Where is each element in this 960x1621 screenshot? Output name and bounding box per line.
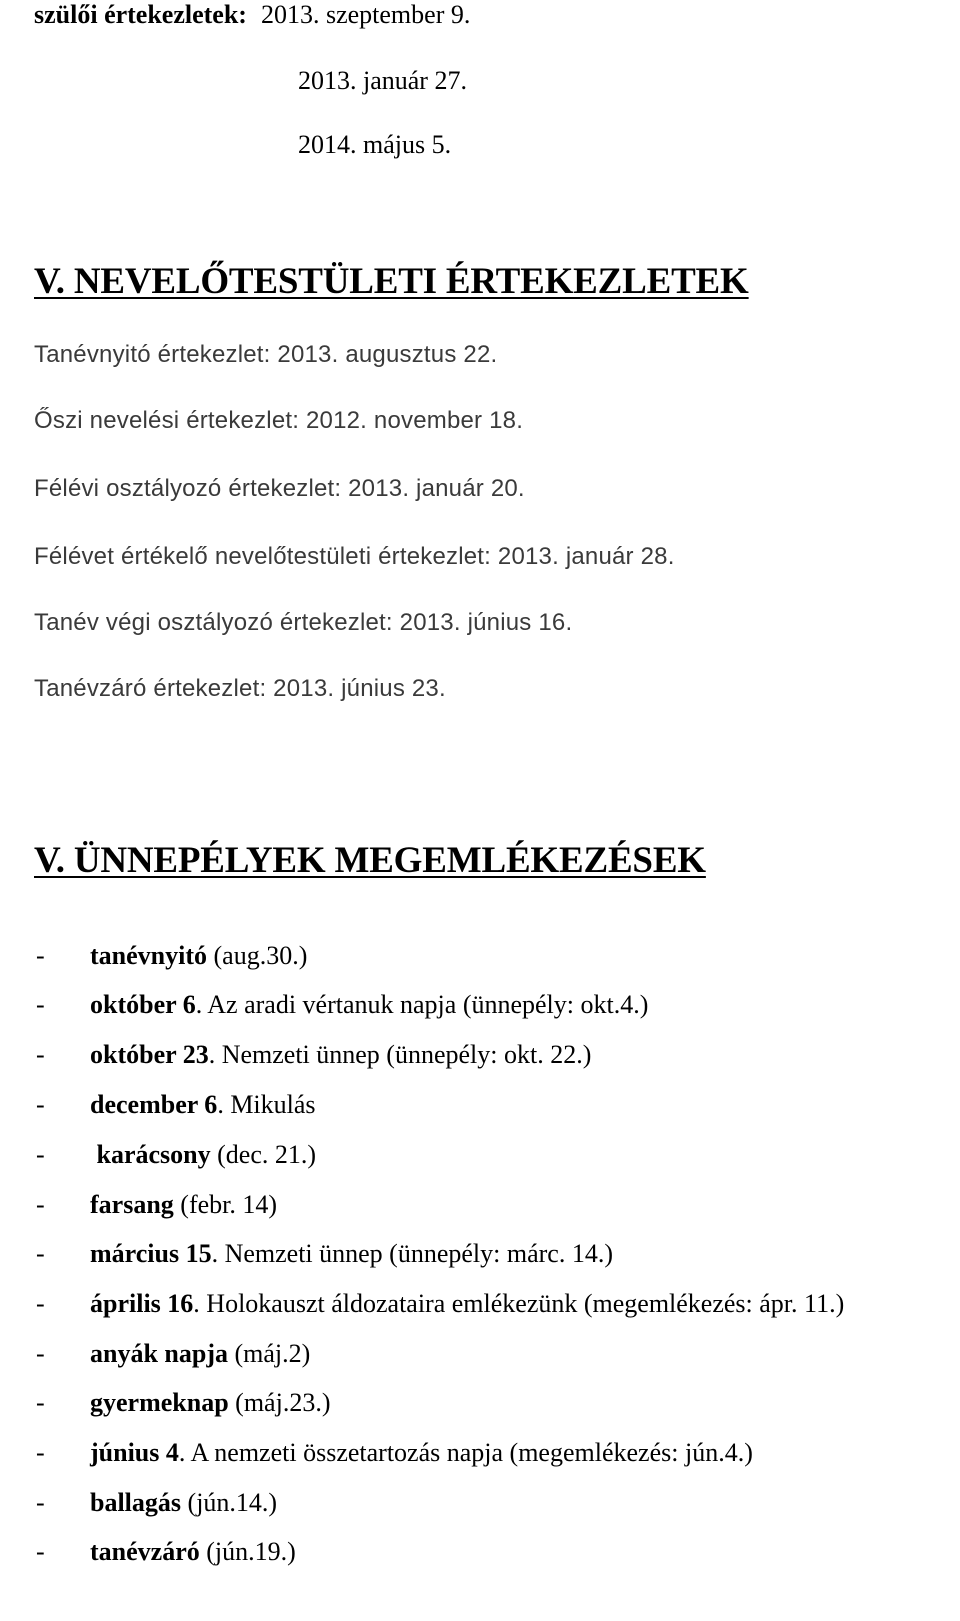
ceremony-name: karácsony	[90, 1140, 211, 1169]
list-bullet: -	[36, 1339, 45, 1368]
list-bullet: -	[36, 941, 45, 970]
ceremony-item	[36, 1341, 310, 1367]
parent-meeting-date: 2013. szeptember 9.	[260, 0, 471, 29]
ceremony-name: farsang	[90, 1190, 174, 1219]
ceremony-item	[36, 1440, 753, 1466]
ceremony-detail: . Nemzeti ünnep (ünnepély: okt. 22.)	[208, 1040, 592, 1069]
staff-meeting-item: Tanév végi osztályozó értekezlet: 2013. június 16.	[34, 609, 573, 636]
ceremony-name: tanévnyitó	[90, 941, 207, 970]
ceremony-detail: . Az aradi vértanuk napja (ünnepély: okt.4.)	[195, 990, 649, 1019]
ceremony-item	[36, 1241, 613, 1267]
staff-meeting-item: Őszi nevelési értekezlet: 2012. november 18.	[34, 407, 524, 434]
ceremony-detail: (jún.14.)	[181, 1488, 278, 1517]
ceremony-name: tanévzáró	[90, 1537, 200, 1566]
ceremony-detail: (máj.23.)	[228, 1388, 331, 1417]
ceremony-item	[36, 992, 648, 1018]
staff-meeting-item: Félévet értékelő nevelőtestületi értekezlet: 2013. január 28.	[34, 543, 675, 570]
staff-meeting-item: Tanévzáró értekezlet: 2013. június 23.	[34, 675, 446, 702]
ceremony-detail: (máj.2)	[228, 1339, 311, 1368]
ceremony-name: december 6	[90, 1090, 218, 1119]
list-bullet: -	[36, 1289, 45, 1318]
ceremony-item	[36, 1192, 277, 1218]
ceremony-name: ballagás	[90, 1488, 182, 1517]
list-bullet: -	[36, 1537, 45, 1566]
list-bullet: -	[36, 1388, 45, 1417]
staff-meeting-item: Tanévnyitó értekezlet: 2013. augusztus 22.	[34, 341, 498, 368]
ceremony-item	[36, 1539, 296, 1565]
ceremony-item	[36, 1490, 277, 1516]
ceremony-detail: . Nemzeti ünnep (ünnepély: márc. 14.)	[211, 1239, 613, 1268]
ceremony-name: június 4	[90, 1438, 179, 1467]
ceremony-item	[36, 1092, 316, 1118]
parent-meeting-date: 2014. május 5.	[298, 130, 452, 159]
list-bullet: -	[36, 1040, 45, 1069]
list-bullet: -	[36, 990, 45, 1019]
list-bullet: -	[36, 1140, 45, 1169]
staff-meeting-item: Félévi osztályozó értekezlet: 2013. január 20.	[34, 475, 525, 502]
ceremony-detail: . Holokauszt áldozataira emlékezünk (megemlékezés: ápr. 11.)	[193, 1289, 845, 1318]
parent-meetings-label: szülői értekezletek:	[34, 0, 247, 29]
ceremony-detail: (febr. 14)	[173, 1190, 278, 1219]
ceremony-name: október 23	[90, 1040, 209, 1069]
ceremony-item	[36, 1291, 844, 1317]
list-bullet: -	[36, 1090, 45, 1119]
ceremony-detail: . A nemzeti összetartozás napja (megemlékezés: jún.4.)	[178, 1438, 753, 1467]
list-bullet: -	[36, 1438, 45, 1467]
ceremony-detail: (dec. 21.)	[210, 1140, 317, 1169]
ceremony-detail: (jún.19.)	[199, 1537, 296, 1566]
ceremony-name: október 6	[90, 990, 196, 1019]
ceremony-item	[36, 1390, 330, 1416]
ceremony-detail: . Mikulás	[217, 1090, 316, 1119]
ceremony-item	[36, 1142, 316, 1168]
ceremony-name: április 16	[90, 1289, 194, 1318]
list-bullet: -	[36, 1190, 45, 1219]
list-bullet: -	[36, 1239, 45, 1268]
parent-meetings-row-1	[34, 2, 470, 28]
ceremony-item	[36, 943, 307, 969]
staff-meetings-heading: V. NEVELŐTESTÜLETI ÉRTEKEZLETEK	[34, 261, 749, 302]
parent-meeting-date: 2013. január 27.	[298, 66, 467, 95]
ceremony-detail: (aug.30.)	[207, 941, 308, 970]
ceremony-name: anyák napja	[90, 1339, 228, 1368]
list-bullet: -	[36, 1488, 45, 1517]
ceremonies-heading: V. ÜNNEPÉLYEK MEGEMLÉKEZÉSEK	[34, 840, 706, 881]
ceremony-item	[36, 1042, 591, 1068]
ceremony-name: gyermeknap	[90, 1388, 229, 1417]
ceremony-name: március 15	[90, 1239, 212, 1268]
